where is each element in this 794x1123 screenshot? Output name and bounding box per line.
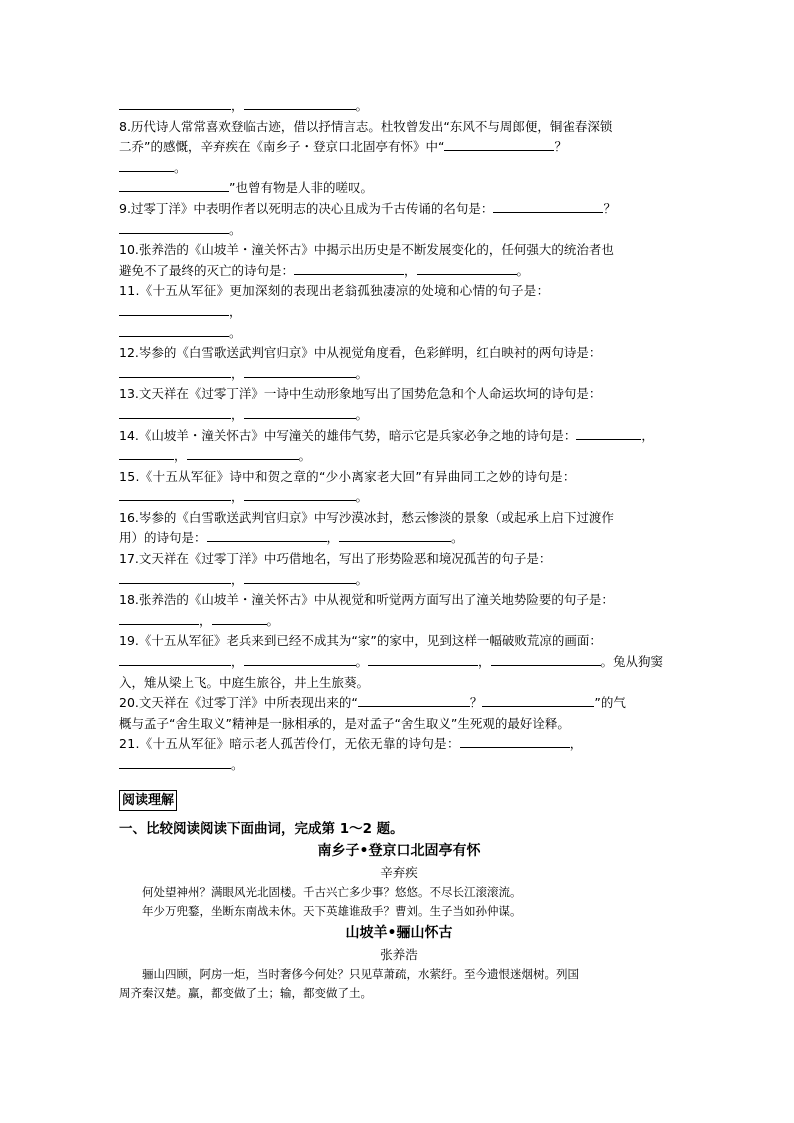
answer-blank[interactable]: [444, 137, 554, 151]
question-11: 11.《十五从军征》更加深刻的表现出老翁孤独凄凉的处境和心情的句子是：: [119, 283, 550, 299]
question-14: 14.《山坡羊・潼关怀古》中写潼关的雄伟气势，暗示它是兵家必争之地的诗句是： ，: [119, 427, 654, 443]
poem-1-line-1: 何处望神州？满眼风光北固楼。千古兴亡多少事？悠悠。不尽长江滚滚流。: [142, 884, 522, 899]
reading-comprehension-label: 阅读理解: [119, 790, 177, 811]
poem-1-title: 南乡子•登京口北固亭有怀: [317, 842, 481, 859]
question-8-line3: 。: [119, 158, 679, 179]
question-17-line2: ， 。: [119, 570, 679, 591]
answer-blank[interactable]: [119, 611, 199, 625]
question-8-line4: ”也曾有物是人非的嗟叹。: [119, 178, 679, 199]
answer-blank[interactable]: [417, 261, 517, 275]
answer-blank[interactable]: [119, 302, 229, 316]
question-11-line3: 。: [119, 323, 679, 344]
answer-blank[interactable]: [339, 528, 451, 542]
question-21: 21.《十五从军征》暗示老人孤苦伶仃，无依无靠的诗句是： ，: [119, 736, 583, 752]
answer-blank[interactable]: [207, 528, 327, 542]
question-18: 18.张养浩的《山坡羊・潼关怀古》中从视觉和听觉两方面写出了潼关地势险要的句子是：: [119, 592, 614, 608]
answer-blank[interactable]: [119, 570, 231, 584]
question-10: 10.张养浩的《山坡羊・潼关怀古》中揭示出历史是不断发展变化的，任何强大的统治者也: [119, 242, 614, 258]
question-13-line2: ， 。: [119, 405, 679, 426]
answer-blank[interactable]: [368, 652, 478, 666]
answer-blank[interactable]: [244, 96, 356, 110]
poem-1-line-2: 年少万兜鍪，坐断东南战未休。天下英雄谁敌手？曹刘。生子当如孙仲谋。: [142, 904, 522, 919]
answer-blank[interactable]: [119, 96, 231, 110]
answer-blank[interactable]: [244, 652, 356, 666]
answer-blank[interactable]: [482, 693, 594, 707]
question-19: 19.《十五从军征》老兵来到已经不成其为“家”的家中，见到这样一幅破败荒凉的画面：: [119, 633, 602, 649]
answer-blank[interactable]: [119, 405, 231, 419]
answer-blank[interactable]: [119, 652, 231, 666]
question-20-line2: 概与孟子“舍生取义”精神是一脉相承的，是对孟子“舍生取义”生死观的最好诠释。: [119, 715, 570, 731]
answer-blank[interactable]: [491, 652, 601, 666]
question-16-line2: 用）的诗句是： ， 。: [119, 530, 464, 546]
question-12-line2: ， 。: [119, 364, 679, 385]
question-8-line2: 二乔”的感慨，辛弃疾在《南乡子・登京口北固亭有怀》中“ ？: [119, 139, 567, 155]
answer-blank[interactable]: [119, 323, 229, 337]
question-14-line2: ， 。: [119, 446, 679, 467]
answer-blank[interactable]: [119, 178, 229, 192]
answer-blank[interactable]: [576, 426, 641, 440]
section-heading: [119, 776, 679, 811]
question-15: 15.《十五从军征》诗中和贺之章的“少小离家老大回”有异曲同工之妙的诗句是：: [119, 468, 576, 484]
reading-intro: 一、比较阅读阅读下面曲词，完成第 1～2 题。: [119, 820, 404, 837]
answer-blank[interactable]: [244, 570, 356, 584]
question-15-line2: ， 。: [119, 487, 679, 508]
poem-2-line-1: 骊山四顾，阿房一炬，当时奢侈今何处？只见草萧疏，水萦纡。至今遗恨迷烟树。列国: [142, 966, 579, 981]
question-7-tail: ， 。: [119, 96, 679, 117]
question-20: 20.文天祥在《过零丁洋》中所表现出来的“ ？ ”的气: [119, 695, 626, 711]
question-13: 13.文天祥在《过零丁洋》一诗中生动形象地写出了国势危急和个人命运坎坷的诗句是：: [119, 386, 602, 402]
answer-blank[interactable]: [212, 611, 267, 625]
poem-2-title: 山坡羊•骊山怀古: [345, 924, 453, 941]
question-16: 16.岑参的《白雪歌送武判官归京》中写沙漠冰封，愁云惨淡的景象（或起承上启下过渡作: [119, 509, 614, 525]
poem-1-author: 辛弃疾: [380, 864, 418, 880]
answer-blank[interactable]: [294, 261, 404, 275]
question-12: 12.岑参的《白雪歌送武判官归京》中从视觉角度看，色彩鲜明，红白映衬的两句诗是：: [119, 345, 602, 361]
poem-2-author: 张养浩: [380, 946, 418, 962]
question-11-line2: ，: [119, 302, 679, 323]
answer-blank[interactable]: [119, 446, 174, 460]
answer-blank[interactable]: [119, 755, 231, 769]
answer-blank[interactable]: [119, 158, 174, 172]
poem-2-line-2: 周齐秦汉楚。赢，都变做了土；输，都变做了土。: [119, 986, 372, 1001]
answer-blank[interactable]: [244, 364, 356, 378]
question-21-line2: 。: [119, 755, 679, 776]
question-9-line2: 。: [119, 220, 679, 241]
answer-blank[interactable]: [119, 220, 229, 234]
question-19-line3: 入，雉从梁上飞。中庭生旅谷，井上生旅葵。: [119, 674, 370, 690]
worksheet-page: [119, 96, 679, 1004]
question-10-line2: 避免不了最终的灭亡的诗句是： ， 。: [119, 262, 530, 278]
question-8: 8.历代诗人常常喜欢登临古迹，借以抒情言志。杜牧曾发出“东风不与周郎便，铜雀春深锁: [119, 118, 613, 134]
answer-blank[interactable]: [460, 734, 570, 748]
answer-blank[interactable]: [493, 199, 603, 213]
answer-blank[interactable]: [244, 405, 356, 419]
question-19-line2: ， 。 ， 。兔从狗窦: [119, 652, 679, 673]
answer-blank[interactable]: [119, 364, 231, 378]
answer-blank[interactable]: [244, 487, 356, 501]
question-18-line2: ， 。: [119, 611, 679, 632]
question-17: 17.文天祥在《过零丁洋》中巧借地名，写出了形势险恶和境况孤苦的句子是：: [119, 551, 552, 567]
question-9: 9.过零丁洋》中表明作者以死明志的决心且成为千古传诵的名句是： ？: [119, 200, 616, 216]
answer-blank[interactable]: [187, 446, 299, 460]
answer-blank[interactable]: [358, 693, 470, 707]
answer-blank[interactable]: [119, 487, 231, 501]
